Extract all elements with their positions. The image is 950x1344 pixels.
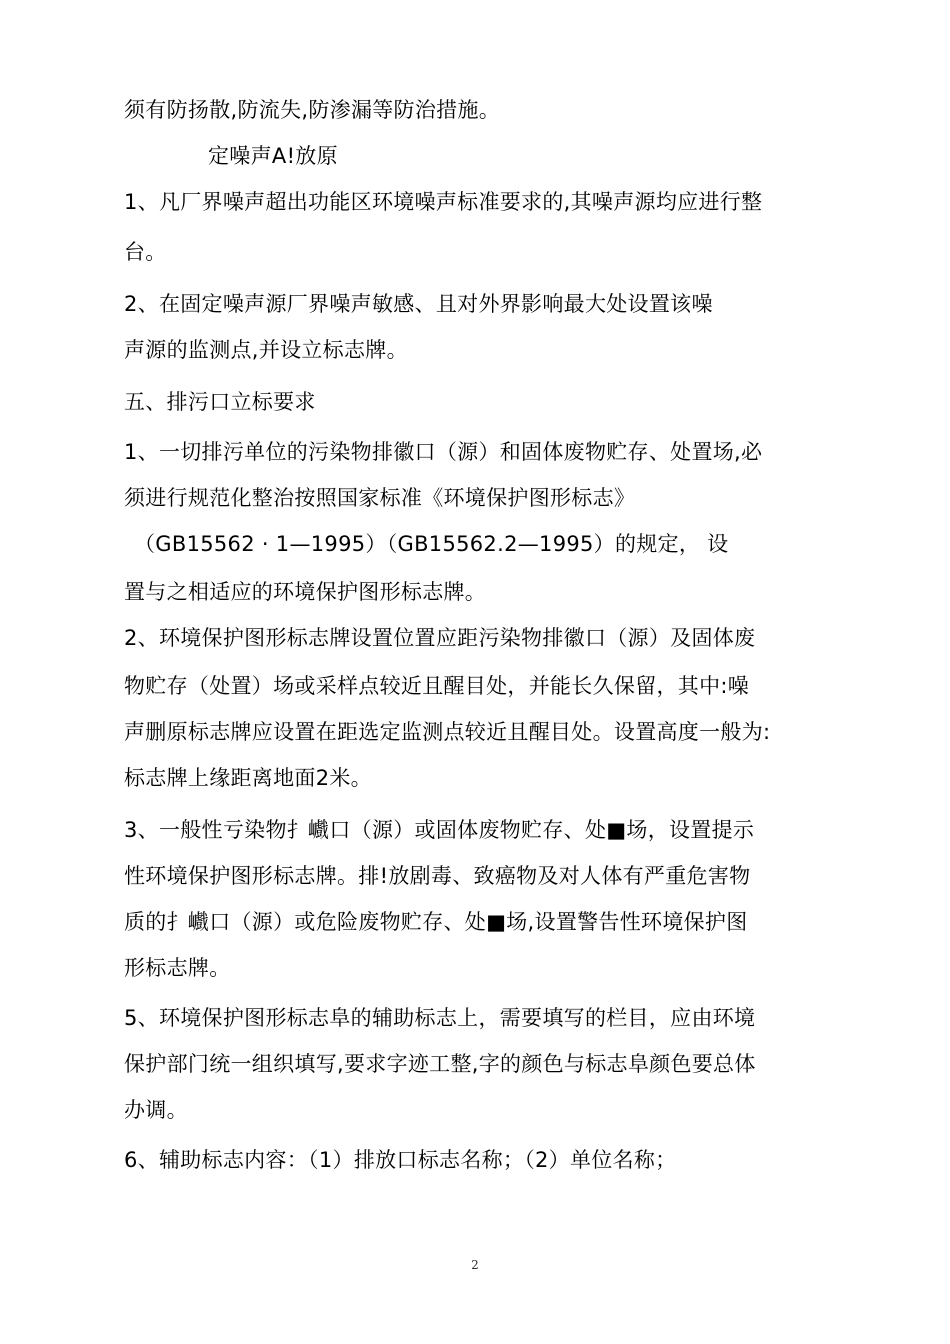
text-line: 质的扌巇口（源）或危险废物贮存、处■场,设置警告性环境保护图: [124, 910, 748, 934]
text-line: 须有防扬散,防流失,防渗漏等防治措施。: [124, 98, 501, 122]
text-line: 1、一切排污单位的污染物排徽口（源）和固体废物贮存、处置场,必: [124, 440, 763, 464]
page-number: 2: [471, 1258, 479, 1272]
text-line: 办调。: [124, 1098, 188, 1122]
text-line: 须进行规范化整治按照国家标准《环境保护图形标志》: [124, 486, 636, 510]
text-line: 声删原标志牌应设置在距选定监测点较近且醒目处。设置高度一般为:: [124, 720, 771, 744]
text-line: 5、环境保护图形标志阜的辅助标志上，需要填写的栏目，应由环境: [124, 1006, 756, 1030]
section-heading: 定噪声A!放原: [208, 144, 338, 168]
text-line: 置与之相适应的环境保护图形标志牌。: [124, 580, 487, 604]
text-line: 1、凡厂界噪声超出功能区环境噪声标准要求的,其噪声源均应进行整: [124, 190, 763, 214]
text-line: 形标志牌。: [124, 956, 231, 980]
text-line: 2、在固定噪声源厂界噪声敏感、且对外界影响最大处设置该噪: [124, 292, 713, 316]
standard-reference-line: （GB15562 · 1—1995）（GB15562.2—1995）的规定， 设: [134, 532, 729, 556]
text-line: 声源的监测点,并设立标志牌。: [124, 338, 408, 362]
text-line: 性环境保护图形标志牌。排!放剧毒、致癌物及对人体有严重危害物: [124, 864, 751, 888]
text-line: 6、辅助标志内容：（1）排放口标志名称；（2）单位名称；: [124, 1148, 677, 1172]
text-line: 3、一般性亏染物扌巇口（源）或固体废物贮存、处■场，设置提示: [124, 818, 755, 842]
text-line: 物贮存（处置）场或采样点较近且醒目处，并能长久保留，其中:噪: [124, 674, 750, 698]
text-line: 台。: [124, 240, 167, 264]
text-line: 标志牌上缘距离地面2米。: [124, 766, 372, 790]
text-line: 保护部门统一组织填写,要求字迹工整,字的颜色与标志阜颜色要总体: [124, 1052, 756, 1076]
section-heading: 五、排污口立标要求: [124, 390, 316, 414]
text-line: 2、环境保护图形标志牌设置位置应距污染物排徽口（源）及固体废: [124, 626, 756, 650]
